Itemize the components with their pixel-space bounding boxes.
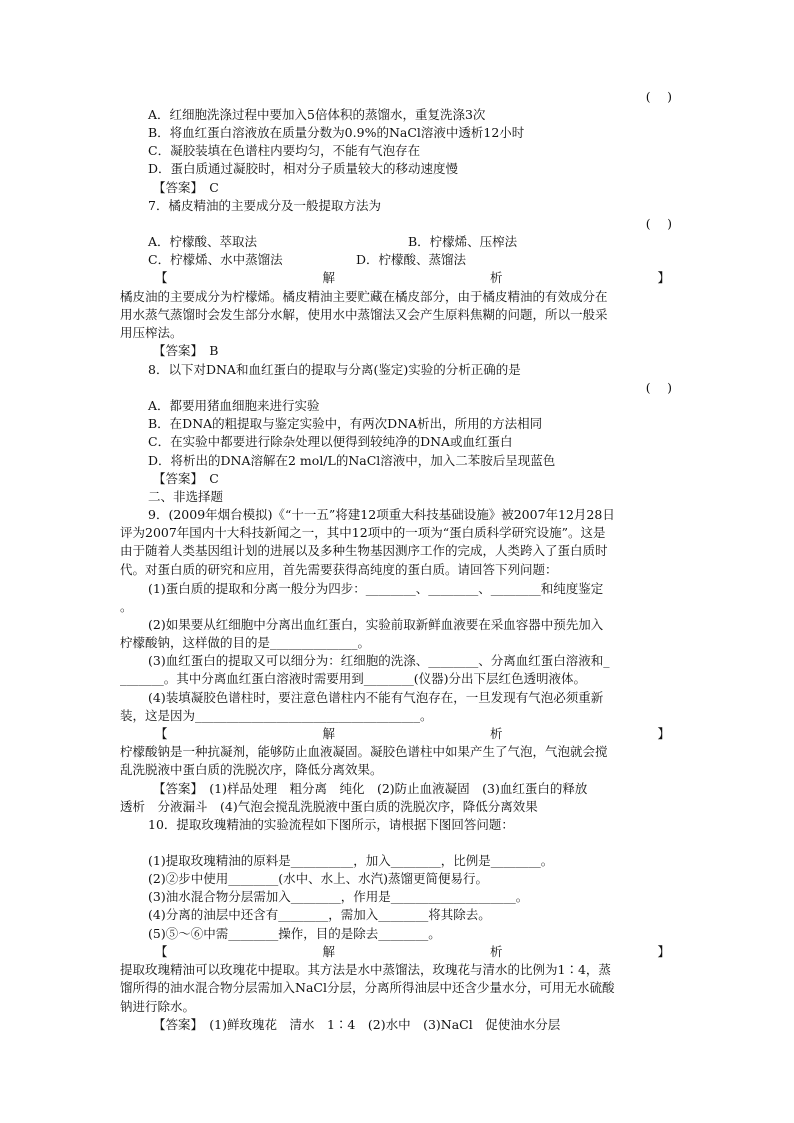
analysis-text: 钠进行除水。 (120, 999, 196, 1014)
sub-question: (1)蛋白质的提取和分离一般分为四步：________、________、________和纯度鉴定 (148, 581, 604, 596)
sub-question: (3)油水混合物分层需加入________，作用是____________________。 (148, 889, 529, 904)
analysis-bracket-open: 【 (155, 726, 168, 741)
sub-question: (4)分离的油层中还含有________，需加入________将其除去。 (148, 907, 491, 922)
option-b: B．柠檬烯、压榨法 (408, 234, 518, 249)
answer-bracket: ( ) (645, 89, 672, 104)
analysis-heading (155, 725, 670, 743)
analysis-heading (155, 269, 670, 287)
analysis-char-xi: 析 (489, 270, 503, 285)
answer-bracket: ( ) (645, 380, 672, 395)
option-d: D．将析出的DNA溶解在2 mol/L的NaCl溶液中，加入二苯胺后呈现蓝色 (148, 453, 556, 468)
question-stem: 代。对蛋白质的研究和应用，首先需要获得高纯度的蛋白质。请回答下列问题： (120, 562, 558, 577)
analysis-bracket-close: 】 (657, 270, 670, 285)
sub-question: (2)②步中使用________(水中、水上、水汽)蒸馏更简便易行。 (148, 871, 488, 886)
analysis-bracket-close: 】 (657, 726, 670, 741)
sub-question: (5)⑤～⑥中需________操作，目的是除去________。 (148, 926, 441, 941)
question-stem: 8．以下对DNA和血红蛋白的提取与分离(鉴定)实验的分析正确的是 (148, 362, 521, 377)
answer-line: 【答案】 C (153, 471, 219, 486)
analysis-heading (155, 943, 670, 961)
answer-line: 【答案】 B (153, 343, 219, 358)
analysis-bracket-open: 【 (155, 944, 168, 959)
option-a: A．柠檬酸、萃取法 (148, 234, 258, 249)
answer-line: 【答案】 C (153, 180, 219, 195)
analysis-text: 乱洗脱液中蛋白质的洗脱次序，降低分离效果。 (120, 762, 383, 777)
analysis-char-jie: 解 (322, 270, 335, 285)
analysis-text: 用水蒸气蒸馏时会发生部分水解，使用水中蒸馏法又会产生原料焦糊的问题，所以一般采 (120, 307, 608, 322)
question-stem: 评为2007年国内十大科技新闻之一，其中12项中的一项为“蛋白质科学研究设施”。这是 (120, 525, 606, 540)
answer-line: 【答案】 (1)鲜玫瑰花 清水 1∶4 (2)水中 (3)NaCl 促使油水分层 (153, 1017, 561, 1032)
sub-question: _______。其中分离血红蛋白溶液时需要用到________(仪器)分出下层红色透明液体。 (120, 671, 587, 686)
option-d: D．柠檬酸、蒸馏法 (356, 252, 467, 267)
analysis-char-jie: 解 (322, 726, 335, 741)
option-a: A．红细胞洗涤过程中要加入5倍体积的蒸馏水，重复洗涤3次 (148, 107, 486, 122)
question-stem: 9．(2009年烟台模拟)《“十一五”将建12项重大科技基础设施》被2007年12月28日 (148, 507, 615, 522)
option-c: C．凝胶装填在色谱柱内要均匀，不能有气泡存在 (148, 143, 421, 158)
analysis-text: 馏所得的油水混合物分层需加入NaCl分层，分离所得油层中还含少量水分，可用无水硫酸 (120, 980, 615, 995)
sub-question: (1)提取玫瑰精油的原料是__________，加入________，比例是________。 (148, 853, 554, 868)
sub-question: (2)如果要从红细胞中分离出血红蛋白，实验前取新鲜血液要在采血容器中预先加入 (148, 617, 604, 632)
analysis-text: 柠檬酸钠是一种抗凝剂，能够防止血液凝固。凝胶色谱柱中如果产生了气泡，气泡就会搅 (120, 744, 608, 759)
option-d: D．蛋白质通过凝胶时，相对分子质量较大的移动速度慢 (148, 161, 459, 176)
option-b: B．将血红蛋白溶液放在质量分数为0.9%的NaCl溶液中透析12小时 (148, 125, 525, 140)
option-c: C．在实验中都要进行除杂处理以便得到较纯净的DNA或血红蛋白 (148, 434, 513, 449)
answer-line: 【答案】 (1)样品处理 粗分离 纯化 (2)防止血液凝固 (3)血红蛋白的释放 (153, 781, 588, 796)
question-stem: 7．橘皮精油的主要成分及一般提取方法为 (148, 198, 381, 213)
option-b: B．在DNA的粗提取与鉴定实验中，有两次DNA析出，所用的方法相同 (148, 416, 543, 431)
analysis-bracket-open: 【 (155, 270, 168, 285)
option-a: A．都要用猪血细胞来进行实验 (148, 398, 320, 413)
analysis-bracket-close: 】 (657, 944, 670, 959)
analysis-text: 提取玫瑰精油可以玫瑰花中提取。其方法是水中蒸馏法，玫瑰花与清水的比例为1∶4，蒸 (120, 962, 611, 977)
analysis-text: 用压榨法。 (120, 325, 183, 340)
answer-bracket: ( ) (645, 216, 672, 231)
analysis-char-xi: 析 (489, 944, 503, 959)
question-stem: 由于随着人类基因组计划的进展以及多种生物基因测序工作的完成，人类跨入了蛋白质时 (120, 543, 608, 558)
question-stem: 10．提取玫瑰精油的实验流程如下图所示，请根据下图回答问题： (148, 817, 514, 832)
option-c: C．柠檬烯、水中蒸馏法 (148, 252, 283, 267)
analysis-char-jie: 解 (322, 944, 335, 959)
section-heading: 二、非选择题 (148, 489, 224, 504)
sub-question: (3)血红蛋白的提取又可以细分为：红细胞的洗涤、________、分离血红蛋白溶液和_ (148, 653, 610, 668)
analysis-text: 橘皮油的主要成分为柠檬烯。橘皮精油主要贮藏在橘皮部分，由于橘皮精油的有效成分在 (120, 289, 608, 304)
answer-line: 透析 分液漏斗 (4)气泡会搅乱洗脱液中蛋白质的洗脱次序，降低分离效果 (120, 799, 538, 814)
sub-question: 装，这是因为____________________________________。 (120, 708, 433, 723)
sub-question: 柠檬酸钠，这样做的目的是______________。 (120, 635, 371, 650)
analysis-char-xi: 析 (489, 726, 503, 741)
sub-question-end: 。 (120, 599, 133, 614)
sub-question: (4)装填凝胶色谱柱时，要注意色谱柱内不能有气泡存在，一旦发现有气泡必须重新 (148, 690, 604, 705)
